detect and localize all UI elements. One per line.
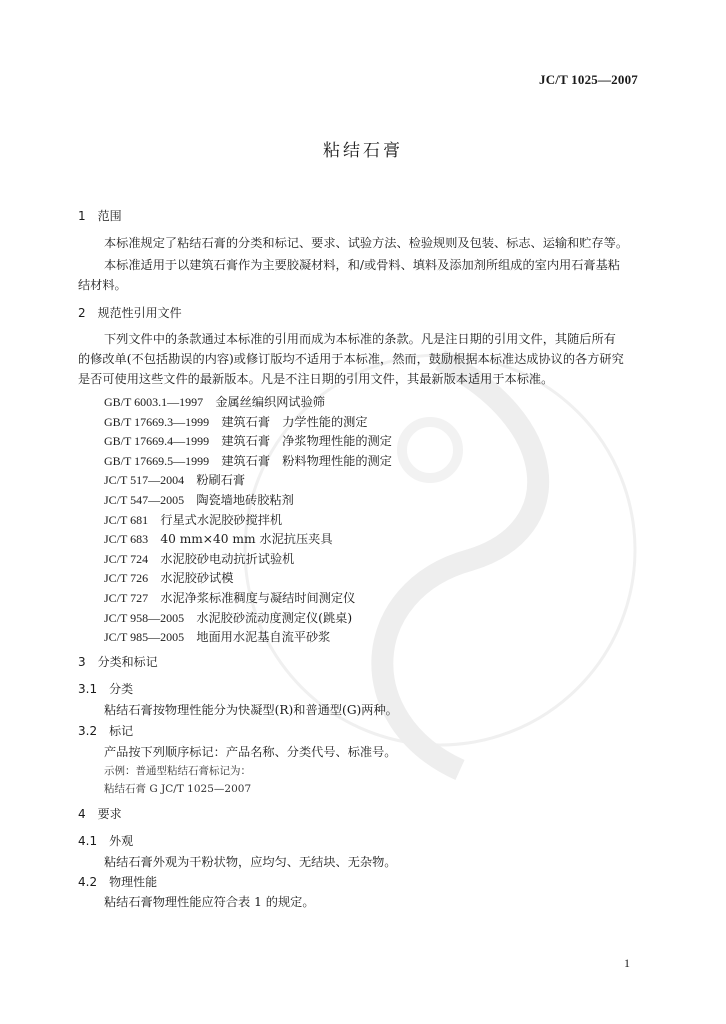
reference-code: JC/T 726 (104, 571, 149, 586)
reference-item (104, 452, 392, 470)
reference-code: JC/T 727 (104, 591, 149, 605)
example-label: 示例：普通型粘结石膏标记为： (104, 765, 251, 777)
reference-item (104, 393, 325, 411)
reference-code: JC/T 958—2005 (104, 610, 185, 625)
reference-spacer (184, 493, 196, 507)
reference-spacer (203, 395, 215, 409)
section-4-1-text: 粘结石膏外观为干粉状物，应均匀、无结块、无杂物。 (104, 855, 397, 869)
reference-spacer (209, 415, 221, 429)
reference-spacer (184, 611, 196, 625)
reference-item (104, 491, 294, 509)
reference-item (104, 530, 333, 548)
reference-item (104, 471, 245, 489)
reference-spacer (148, 532, 160, 546)
reference-code: JC/T 683 (104, 532, 149, 547)
reference-title: 水泥胶砂流动度测定仪(跳桌) (196, 610, 353, 625)
section-1-paragraph-2a: 本标准适用于以建筑石膏作为主要胶凝材料，和/或骨料、填料及添加剂所组成的室内用石膏基粘 (104, 258, 620, 272)
section-3-1-text: 粘结石膏按物理性能分为快凝型(R)和普通型(G)两种。 (104, 703, 398, 717)
reference-title: 建筑石膏 力学性能的测定 (221, 414, 368, 429)
reference-title: 行星式水泥胶砂搅拌机 (160, 512, 283, 527)
reference-code: JC/T 547—2005 (104, 493, 185, 507)
reference-title: 陶瓷墙地砖胶粘剂 (196, 493, 294, 507)
reference-item (104, 432, 392, 450)
section-2-paragraph-c: 是否可使用这些文件的最新版本。凡是不注日期的引用文件，其最新版本适用于本标准。 (78, 372, 554, 386)
section-1-paragraph-1: 本标准规定了粘结石膏的分类和标记、要求、试验方法、检验规则及包装、标志、运输和贮存等。 (104, 236, 629, 250)
reference-spacer (148, 591, 160, 605)
section-3-heading: 3 分类和标记 (78, 655, 158, 669)
reference-title: 建筑石膏 粉料物理性能的测定 (221, 453, 392, 468)
reference-title: 水泥净浆标准稠度与凝结时间测定仪 (160, 591, 356, 605)
section-3-1-heading: 3.1 分类 (78, 682, 134, 696)
reference-item (104, 609, 352, 627)
example-value: 粘结石膏 G JC/T 1025—2007 (104, 783, 252, 795)
reference-code: GB/T 6003.1—1997 (104, 395, 204, 409)
reference-code: JC/T 985—2005 (104, 630, 185, 645)
reference-spacer (148, 571, 160, 585)
reference-code: GB/T 17669.4—1999 (104, 434, 210, 449)
section-4-1-heading: 4.1 外观 (78, 834, 134, 848)
reference-item (104, 569, 233, 587)
reference-title: 地面用水泥基自流平砂浆 (196, 630, 331, 645)
section-2-paragraph-b: 的修改单(不包括勘误的内容)或修订版均不适用于本标准，然而，鼓励根据本标准达成协议的各方研究 (78, 352, 624, 366)
reference-item (104, 550, 294, 568)
reference-title: 40 mm×40 mm 水泥抗压夹具 (160, 532, 333, 547)
reference-spacer (148, 552, 160, 566)
reference-item (104, 589, 355, 607)
reference-title: 粉刷石膏 (196, 473, 246, 488)
page-number: 1 (624, 956, 630, 970)
section-2-paragraph-a: 下列文件中的条款通过本标准的引用而成为本标准的条款。凡是注日期的引用文件，其随后所有 (104, 332, 616, 346)
reference-item (104, 628, 330, 646)
section-3-2-heading: 3.2 标记 (78, 724, 134, 738)
reference-code: JC/T 681 (104, 512, 149, 527)
reference-item (104, 511, 282, 529)
reference-spacer (184, 630, 196, 644)
section-4-2-text: 粘结石膏物理性能应符合表 1 的规定。 (104, 895, 315, 909)
reference-code: GB/T 17669.5—1999 (104, 453, 210, 468)
reference-title: 水泥胶砂试模 (160, 571, 234, 586)
section-2-heading: 2 规范性引用文件 (78, 306, 182, 320)
reference-title: 金属丝编织网试验筛 (215, 395, 325, 409)
section-4-heading: 4 要求 (78, 807, 122, 821)
reference-code: GB/T 17669.3—1999 (104, 414, 210, 429)
reference-title: 水泥胶砂电动抗折试验机 (160, 551, 295, 566)
reference-code: JC/T 724 (104, 551, 149, 566)
section-1-paragraph-2b: 结材料。 (78, 278, 127, 292)
reference-spacer (184, 473, 196, 487)
document-title: 粘结石膏 (323, 141, 403, 161)
standard-code-header: JC/T 1025—2007 (539, 72, 638, 87)
section-4-2-heading: 4.2 物理性能 (78, 875, 158, 889)
reference-code: JC/T 517—2004 (104, 473, 185, 488)
section-1-heading: 1 范围 (78, 209, 122, 223)
reference-item (104, 413, 368, 431)
reference-spacer (209, 434, 221, 448)
reference-title: 建筑石膏 净浆物理性能的测定 (221, 434, 392, 449)
reference-spacer (209, 454, 221, 468)
section-3-2-text: 产品按下列顺序标记：产品名称、分类代号、标准号。 (104, 745, 397, 759)
reference-spacer (148, 513, 160, 527)
